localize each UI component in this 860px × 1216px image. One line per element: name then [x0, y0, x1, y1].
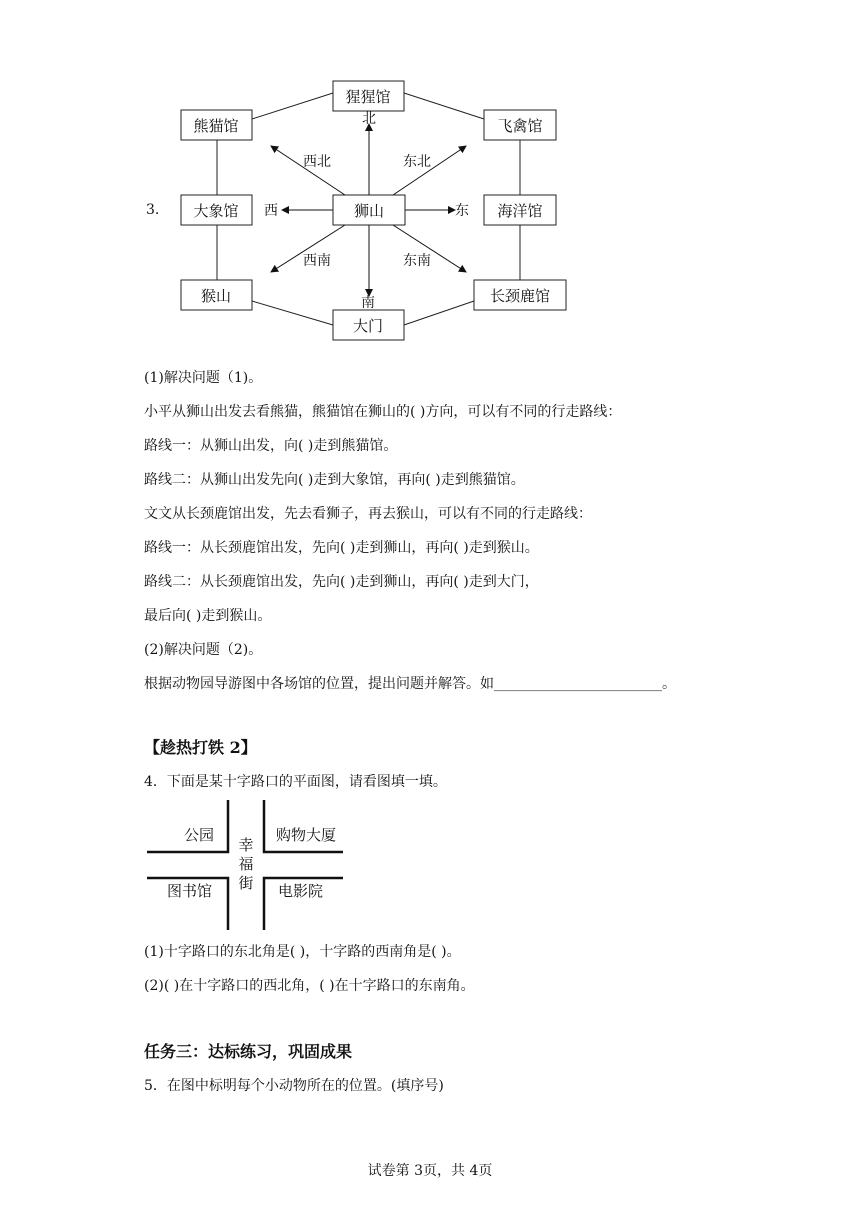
dir-south: 南: [361, 295, 375, 311]
q3-intro: 小平从狮山出发去看熊猫，熊猫馆在狮山的( )方向，可以有不同的行走路线：: [144, 404, 622, 420]
q3-route4-continued: 最后向( )走到猴山。: [144, 608, 272, 624]
q4-prompt: 4．下面是某十字路口的平面图，请看图填一填。: [144, 774, 447, 790]
venue-ocean: 海洋馆: [497, 202, 543, 220]
dir-southeast: 东南: [403, 253, 431, 269]
venue-lion: 狮山: [353, 202, 385, 220]
dir-northeast: 东北: [403, 154, 431, 170]
crossroads-mall: 购物大厦: [276, 826, 337, 844]
zoo-map: [170, 78, 570, 344]
dir-east: 东: [455, 203, 469, 219]
venue-giraffe: 长颈鹿馆: [489, 287, 551, 305]
crossroads-map: [144, 796, 350, 934]
q5-prompt: 5．在图中标明每个小动物所在的位置。(填序号): [144, 1078, 444, 1094]
q3-intro2: 文文从长颈鹿馆出发，先去看狮子，再去猴山，可以有不同的行走路线：: [144, 506, 592, 522]
crossroads-library: 图书馆: [167, 882, 213, 900]
q3-route4: 路线二：从长颈鹿馆出发，先向( )走到狮山，再向( )走到大门，: [144, 574, 539, 590]
q4-line1: (1)十字路口的东北角是( )，十字路的西南角是( )。: [144, 944, 461, 960]
street-name: [238, 836, 253, 892]
q4-line2: (2)( )在十字路口的西北角，( )在十字路口的东南角。: [144, 978, 475, 994]
venue-gorilla: 猩猩馆: [345, 88, 391, 106]
q3-route2: 路线二：从狮山出发先向( )走到大象馆，再向( )走到熊猫馆。: [144, 472, 525, 488]
venue-monkey: 猴山: [200, 287, 232, 305]
crossroads-cinema: 电影院: [278, 882, 324, 900]
street-char: 幸: [238, 836, 254, 854]
dir-west: 西: [264, 203, 278, 219]
venue-elephant: 大象馆: [193, 202, 239, 220]
section-heading-hot: 【趁热打铁 2】: [144, 738, 257, 757]
crossroads-park: 公园: [184, 826, 215, 844]
q3-part2-text: 根据动物园导游图中各场馆的位置，提出问题并解答。如________________________。: [144, 676, 676, 692]
q3-part1-heading: (1)解决问题（1)。: [144, 370, 263, 386]
question-number: 3.: [146, 202, 160, 218]
dir-northwest: 西北: [303, 154, 331, 170]
venue-panda: 熊猫馆: [193, 117, 239, 135]
dir-southwest: 西南: [303, 253, 331, 269]
street-char: 福: [238, 855, 254, 873]
venue-birds: 飞禽馆: [497, 117, 543, 135]
q3-route1: 路线一：从狮山出发，向( )走到熊猫馆。: [144, 438, 398, 454]
dir-north: 北: [362, 111, 376, 127]
q3-route3: 路线一：从长颈鹿馆出发，先向( )走到狮山，再向( )走到猴山。: [144, 540, 539, 556]
section-heading-task3: 任务三：达标练习，巩固成果: [144, 1042, 353, 1061]
street-char: 街: [238, 874, 254, 892]
page-footer: 试卷第 3页，共 4页: [367, 1163, 493, 1179]
q3-part2-heading: (2)解决问题（2)。: [144, 642, 263, 658]
venue-gate: 大门: [352, 317, 384, 335]
